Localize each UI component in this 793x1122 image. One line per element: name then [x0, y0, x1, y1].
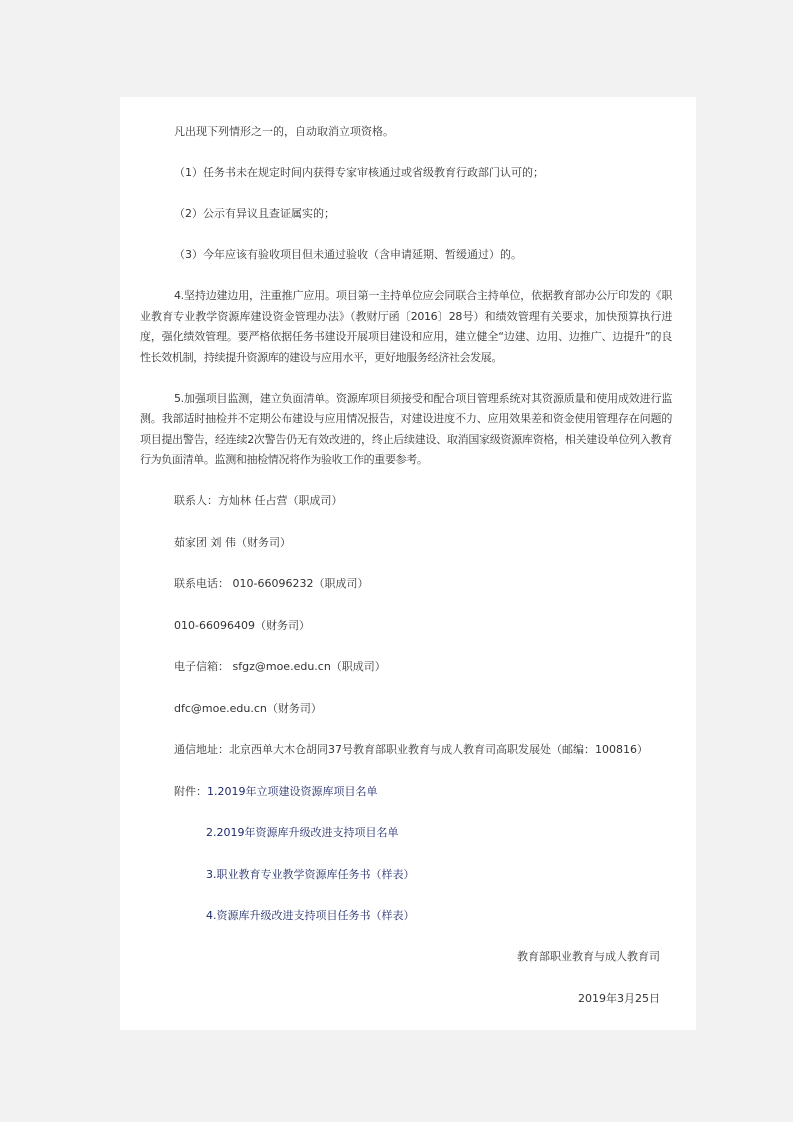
- attachments-line: [140, 782, 672, 803]
- signature-date: 2019年3月25日: [578, 991, 660, 1005]
- document-body: [140, 97, 672, 1009]
- condition-item-3: （3）今年应该有验收项目但未通过验收（含申请延期、暂缓通过）的。: [174, 248, 522, 261]
- point-5-paragraph: 5.加强项目监测，建立负面清单。资源库项目须接受和配合项目管理系统对其资源质量和使用成效进行监测。我部适时抽检并不定期公布建设与应用情况报告，对建设进度不力、应用效果差和资金使用管理存在问题的项目提出警告，经连续2次警告仍无有效改进的，终止后续建设、取消国家级资源库资格，相关建设单位列入教育行为负面清单。监测和抽检情况将作为验收工作的重要参考。: [140, 391, 672, 466]
- contact-email: 电子信箱： sfgz@moe.edu.cn（职成司）: [174, 660, 386, 673]
- intro-paragraph: 凡出现下列情形之一的，自动取消立项资格。: [174, 125, 394, 138]
- attachment-link-1[interactable]: 1.2019年立项建设资源库项目名单: [207, 784, 378, 798]
- attachment-item-4: [140, 906, 672, 927]
- attachment-link-4[interactable]: 4.资源库升级改进支持项目任务书（样表）: [206, 909, 415, 922]
- signature-org: 教育部职业教育与成人教育司: [517, 950, 660, 963]
- attachments-label: 附件：: [174, 784, 207, 798]
- contact-phone-finance: 010-66096409（财务司）: [174, 618, 310, 632]
- condition-item-1: （1）任务书未在规定时间内获得专家审核通过或省级教育行政部门认可的；: [174, 166, 544, 179]
- attachment-item-2: [140, 823, 672, 844]
- attachment-link-3[interactable]: 3.职业教育专业教学资源库任务书（样表）: [206, 867, 415, 881]
- mailing-address: 通信地址：北京西单大木仓胡同37号教育部职业教育与成人教育司高职发展处（邮编：100816）: [174, 743, 648, 756]
- point-4-paragraph: 4.坚持边建边用，注重推广应用。项目第一主持单位应会同联合主持单位，依据教育部办公厅印发的《职业教育专业教学资源库建设资金管理办法》（教财厅函〔2016〕28号）和绩效管理有关要求，加快预算执行进度，强化绩效管理。要严格依据任务书建设开展项目建设和应用，建立健全“边建、边用、边推广、边提升”的良性长效机制，持续提升资源库的建设与应用水平，更好地服务经济社会发展。: [140, 289, 672, 364]
- contact-persons-finance: 茹家团 刘 伟（财务司）: [174, 535, 291, 549]
- attachment-link-2[interactable]: 2.2019年资源库升级改进支持项目名单: [206, 826, 399, 839]
- condition-item-2: （2）公示有异议且查证属实的；: [174, 207, 335, 220]
- attachment-item-3: [140, 865, 672, 886]
- document-page: [120, 97, 696, 1030]
- contact-email-finance: dfc@moe.edu.cn（财务司）: [174, 701, 322, 715]
- contact-phone: 联系电话： 010-66096232（职成司）: [174, 577, 369, 590]
- contact-persons: 联系人：方灿林 任占营（职成司）: [174, 494, 343, 507]
